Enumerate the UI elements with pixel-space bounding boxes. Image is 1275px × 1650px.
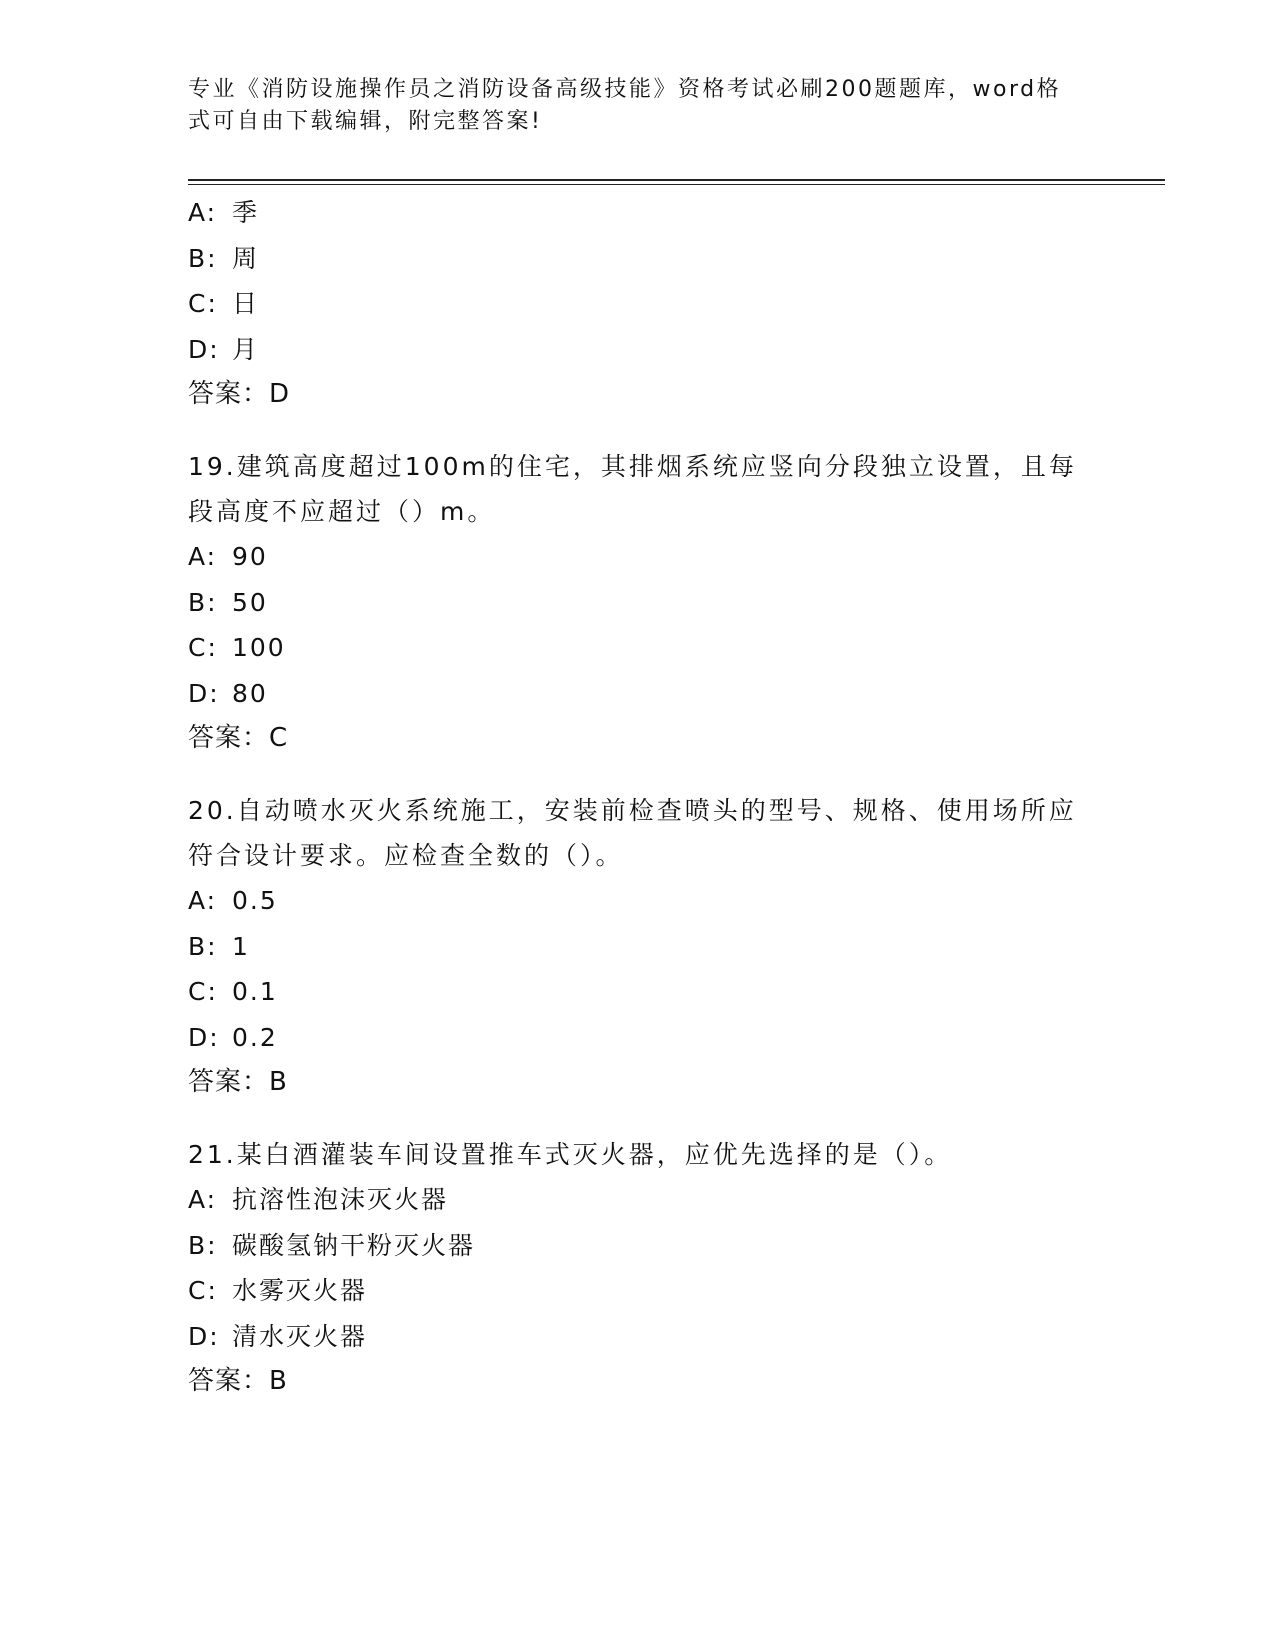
option-a: A: 季 — [188, 198, 260, 227]
option-a: A: 90 — [188, 542, 268, 571]
option-a: A: 0.5 — [188, 886, 278, 915]
option-c: C: 水雾灭火器 — [188, 1276, 368, 1305]
question-20 — [188, 788, 1088, 1106]
option-b: B: 1 — [188, 931, 250, 961]
question-text: 21.某白酒灌装车间设置推车式灭火器，应优先选择的是（）。 — [188, 1140, 953, 1169]
question-text: 20.自动喷水灭火系统施工，安装前检查喷头的型号、规格、使用场所应符合设计要求。应检查全数的（）。 — [188, 796, 1077, 870]
header-divider-thin — [188, 184, 1165, 185]
option-b: B: 碳酸氢钠干粉灭火器 — [188, 1230, 476, 1260]
option-d: D: 0.2 — [188, 1022, 278, 1052]
question-text: 19.建筑高度超过100m的住宅，其排烟系统应竖向分段独立设置，且每段高度不应超过（）m。 — [188, 452, 1077, 526]
answer: 答案：B — [188, 1067, 288, 1097]
option-d: D: 80 — [188, 678, 268, 708]
question-list — [188, 190, 1088, 1405]
question-18-continuation — [188, 190, 1088, 418]
question-21 — [188, 1132, 1088, 1405]
answer: 答案：C — [188, 723, 289, 753]
option-d: D: 月 — [188, 334, 260, 364]
question-19 — [188, 444, 1088, 762]
option-b: B: 50 — [188, 587, 268, 617]
option-c: C: 100 — [188, 633, 286, 662]
option-b: B: 周 — [188, 243, 260, 273]
option-c: C: 0.1 — [188, 977, 278, 1006]
document-header: 专业《消防设施操作员之消防设备高级技能》资格考试必刷200题题库，word格式可自由下载编辑，附完整答案! — [188, 77, 1062, 134]
answer: 答案：D — [188, 379, 291, 409]
header-divider — [188, 179, 1165, 181]
option-c: C: 日 — [188, 289, 260, 318]
option-d: D: 清水灭火器 — [188, 1321, 368, 1351]
answer: 答案：B — [188, 1366, 288, 1396]
option-a: A: 抗溶性泡沫灭火器 — [188, 1185, 449, 1214]
